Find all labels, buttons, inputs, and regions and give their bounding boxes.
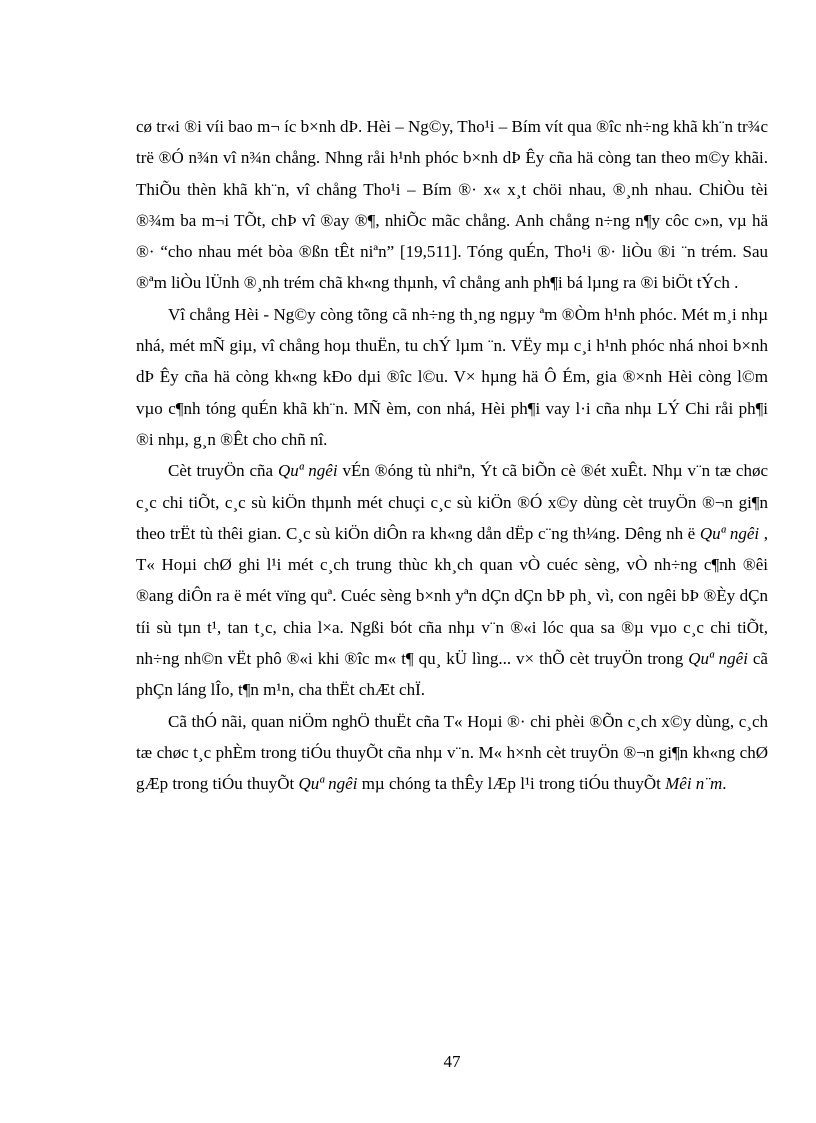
italic-title: Quª ngêi [277,461,338,481]
text-run: . [722,774,727,794]
text-run: cø tr«i ®i víi bao m¬ íc b×nh dÞ. Hèi – Ng©y, Tho¹i – Bím vít qua ®îc nh÷ng khã kh¨n tr¾c trë ®Ó n¾n vî n¾n chång. Nhng råi h¹nh phóc b×nh dÞ Êy cña hä còng tan theo m©y khãi. ThiÕu thèn khã kh¨n, vî chång Tho¹i – Bím ®· x« x¸t chöi nhau, ®¸nh nhau. ChiÒu tèi ®¾m ba m¬i TÕt, chÞ vî ®ay ®¶, nhiÕc mãc chång. Anh chång n÷ng n¶y côc c»n, vµ hä ®· “cho nhau mét bòa ®ßn tÊt niªn” [19,511]. Tóng quÉn, Tho¹i ®· liÒu ®i ¨n trém. Sau ®ªm liÒu lÜnh ®¸nh trém chã kh«ng thµnh, vî chång anh ph¶i bá lµng ra ®i biÖt tÝch . [136,117,768,293]
italic-title: Mêi n¨m [665,774,723,794]
text-run: , T« Hoµi chØ ghi l¹i mét c¸ch trung thùc kh¸ch quan vÒ cuéc sèng, vÒ nh÷ng c¶nh ®êi ®ang diÔn ra ë mét vïng quª. Cuéc sèng b×nh yªn dÇn dÇn bÞ ph¸ vì, con ngêi bÞ ®Èy dÇn tíi sù tµn t¹, tan t¸c, chia l×a. Ngßi bót cña nhµ v¨n ®«i lóc qua sa ®µ vµo c¸c chi tiÕt, nh÷ng nh©n vËt phô ®«i khi ®îc m« t¶ qu¸ kÜ lìng... v× thÕ cèt truyÖn trong [136,523,769,669]
page-number: 47 [443,1052,461,1071]
paragraph-2 [136,299,768,455]
text-run: Cèt truyÖn cña [168,461,278,481]
italic-title: Quª ngêi [688,649,748,669]
text-run: Cã thÓ nãi, quan niÖm nghÖ thuËt cña T« Hoµi ®· chi phèi ®Õn c¸ch x©y dùng, c¸ch tæ chøc t¸c phÈm trong tiÓu thuyÕt cña nhµ v¨n. M« h×nh cèt truyÖn ®¬n gi¶n kh«ng chØ gÆp trong tiÓu thuyÕt [136,711,768,794]
body-text [136,111,768,800]
text-run: mµ chóng ta thÊy lÆp l¹i trong tiÓu thuyÕt [357,774,666,794]
text-run: cã phÇn láng lÎo, t¶n m¹n, cha thËt chÆt chÏ. [136,649,768,700]
paragraph-4 [136,706,768,800]
text-run: vÉn ®óng tù nhiªn, Ýt cã biÕn cè ®ét xuÊt. Nhµ v¨n tæ chøc c¸c chi tiÕt, c¸c sù kiÖn thµnh mét chuçi c¸c sù kiÖn ®Ó x©y dùng cèt truyÖn ®¬n gi¶n theo trËt tù thêi gian. C¸c sù kiÖn diÔn ra kh«ng dån dËp c¨ng th¼ng. Dêng nh ë [136,461,769,543]
paragraph-3 [136,455,768,705]
italic-title: Quª ngêi [298,774,358,794]
paragraph-1 [136,111,768,299]
italic-title: Quª ngêi [699,523,760,543]
text-run: Vî chång Hèi - Ng©y còng tõng cã nh÷ng th¸ng ngµy ªm ®Òm h¹nh phóc. Mét m¸i nhµ nhá, mét mÑ giµ, vî chång hoµ thuËn, tu chÝ lµm ¨n. VËy mµ c¸i h¹nh phóc nhá nhoi b×nh dÞ Êy cña hä còng kh«ng kÐo dµi ®îc l©u. V× hµng hä Ô Ém, gia ®×nh Hèi còng l©m vµo c¶nh tóng quÉn khã kh¨n. MÑ èm, con nhá, Hèi ph¶i vay l·i cña nhµ LÝ Chi råi ph¶i ®i nhµ, g¸n ®Êt cho chñ nî. [136,304,768,449]
